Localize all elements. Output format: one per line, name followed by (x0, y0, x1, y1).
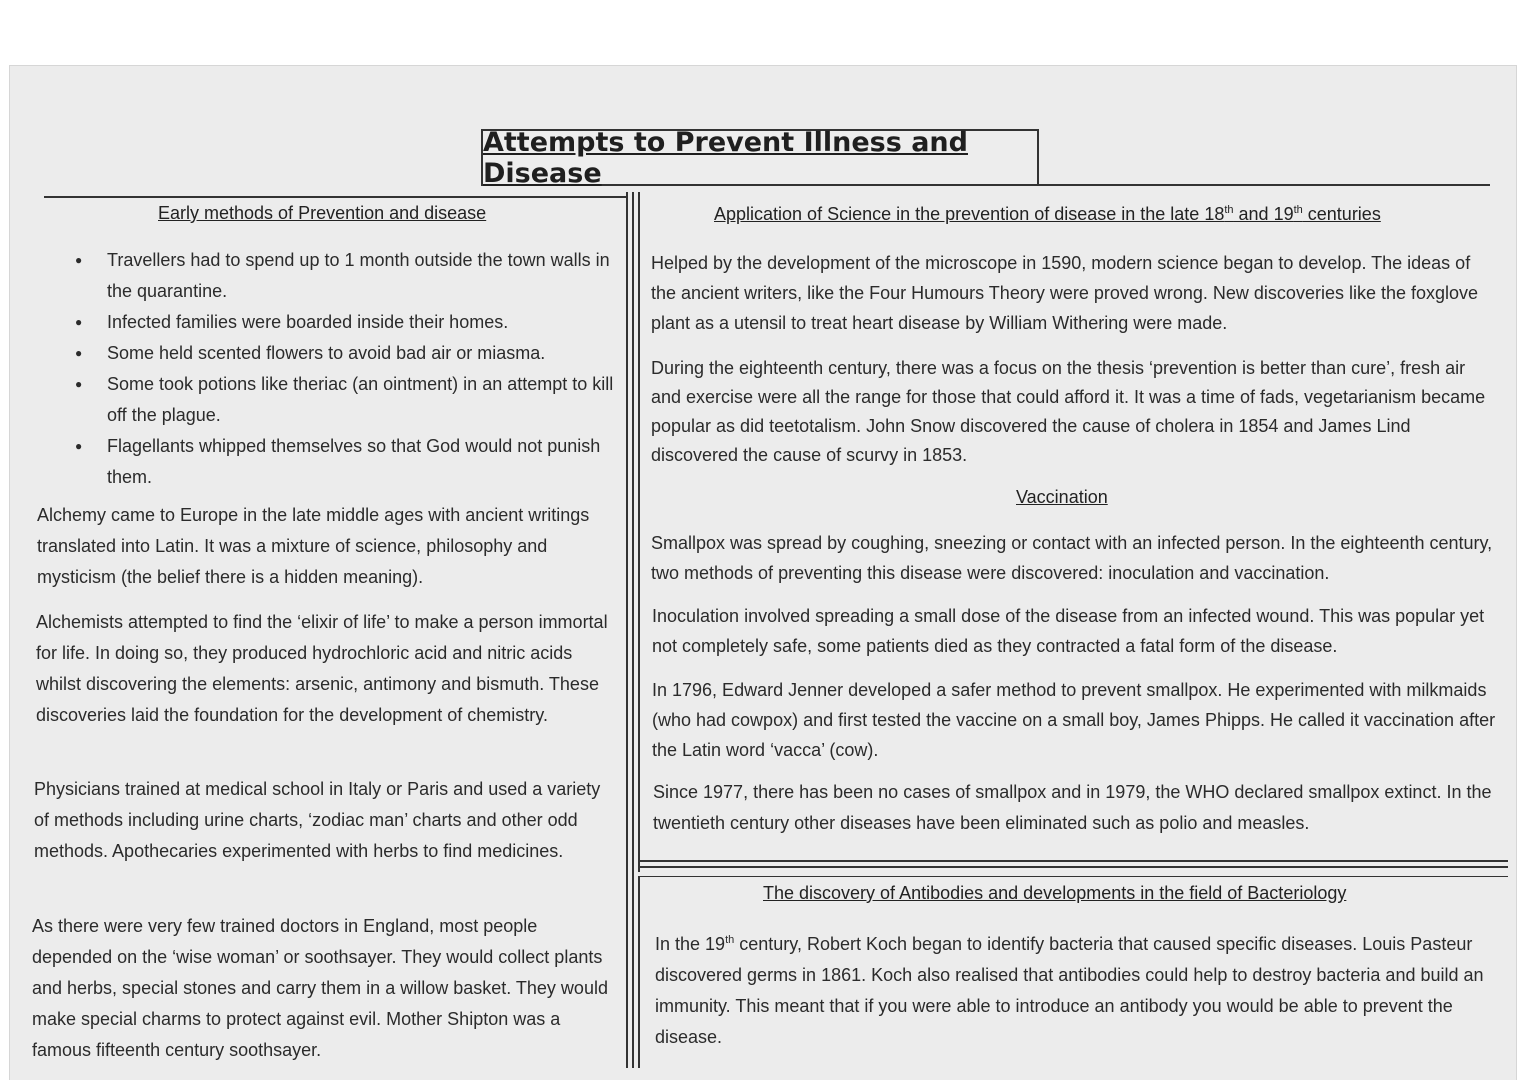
heading-superscript: th (1293, 204, 1303, 216)
heading-text-part: centuries (1302, 204, 1381, 224)
heading-superscript: th (1224, 204, 1234, 216)
page-title: Attempts to Prevent Illness and Disease (483, 126, 968, 189)
column-divider-right (632, 192, 634, 1068)
prevention-bullet-list (75, 245, 615, 493)
right-box-left-edge (638, 192, 640, 872)
smallpox-paragraph: Smallpox was spread by coughing, sneezing or contact with an infected person. In the eighteenth century, two methods of preventing this disease were discovered: inoculation and vaccination. (651, 533, 1493, 583)
eradication-paragraph: Since 1977, there has been no cases of smallpox and in 1979, the WHO declared smallpox extinct. In the twentieth century other diseases have been eliminated such as polio and measles. (653, 782, 1492, 833)
paragraph-text-part: century, Robert Koch began to identify bacteria that caused specific diseases. Louis Pasteur discovered germs in 1861. Koch also realised that antibodies could help to destroy bacteria and build an immunity. This meant that if you were able to introduce an antibody you would be able to prevent the disease. (655, 934, 1484, 1047)
top-rule-right (632, 184, 1490, 186)
heading-text-part: and 19 (1233, 204, 1294, 224)
list-item: ● Flagellants whipped themselves so that God would not punish them. (75, 431, 615, 493)
paragraph-superscript: th (725, 934, 735, 946)
heading-text-part: Application of Science in the prevention of disease in the late 18 (714, 204, 1225, 224)
left-section-heading: Early methods of Prevention and disease (158, 203, 487, 223)
right-box-divider-2 (640, 866, 1508, 868)
vaccination-heading: Vaccination (1016, 487, 1108, 507)
antibodies-heading: The discovery of Antibodies and developments in the field of Bacteriology (763, 883, 1347, 903)
inoculation-paragraph: Inoculation involved spreading a small dose of the disease from an infected wound. This was popular yet not completely safe, some patients died as they contracted a fatal form of the disease. (652, 606, 1485, 656)
alchemists-paragraph: Alchemists attempted to find the ‘elixir of life’ to make a person immortal for life. In doing so, they produced hydrochloric acid and nitric acids whilst discovering the elements: arsenic, antimony and bismuth. These discoveries laid the foundation for the development of chemistry. (36, 612, 608, 725)
microscope-paragraph: Helped by the development of the microscope in 1590, modern science began to develop. The ideas of the ancient writers, like the Four Humours Theory were proved wrong. New discoveries like the foxglove plant as a utensil to treat heart disease by William Withering were made. (651, 253, 1479, 333)
eighteenth-century-paragraph: During the eighteenth century, there was a focus on the thesis ‘prevention is better than cure’, fresh air and exercise were all the range for those that could afford it. It was a time of fads, vegetarianism became popular as did teetotalism. John Snow discovered the cause of cholera in 1854 and James Lind discovered the cause of scurvy in 1853. (651, 358, 1486, 465)
lower-box-top (640, 876, 1508, 877)
right-box-divider (640, 860, 1508, 862)
top-rule-left (44, 196, 628, 198)
bacteriology-paragraph (655, 925, 1495, 1053)
list-item: ● Infected families were boarded inside their homes. (75, 307, 615, 338)
jenner-paragraph: In 1796, Edward Jenner developed a safer method to prevent smallpox. He experimented with milkmaids (who had cowpox) and first tested the vaccine on a small boy, James Phipps. He called it vaccination after the Latin word ‘vacca’ (cow). (652, 680, 1496, 760)
wise-woman-paragraph: As there were very few trained doctors in England, most people depended on the ‘wise woman’ or soothsayer. They would collect plants and herbs, special stones and carry them in a willow basket. They would make special charms to protect against evil. Mother Shipton was a famous fifteenth century soothsayer. (32, 916, 608, 1060)
title-box (481, 126, 1039, 189)
lower-box-left-edge (638, 876, 640, 1068)
right-section-heading (714, 204, 1381, 225)
column-divider-left (626, 192, 628, 1068)
physicians-paragraph: Physicians trained at medical school in Italy or Paris and used a variety of methods including urine charts, ‘zodiac man’ charts and other odd methods. Apothecaries experimented with herbs to find medicines. (34, 779, 601, 861)
list-item: ● Some took potions like theriac (an ointment) in an attempt to kill off the plague. (75, 369, 615, 431)
alchemy-paragraph: Alchemy came to Europe in the late middle ages with ancient writings translated into Latin. It was a mixture of science, philosophy and mysticism (the belief there is a hidden meaning). (37, 505, 590, 587)
paragraph-text-part: In the 19 (655, 934, 726, 954)
list-item: ● Some held scented flowers to avoid bad air or miasma. (75, 338, 615, 369)
list-item: ● Travellers had to spend up to 1 month outside the town walls in the quarantine. (75, 245, 615, 307)
